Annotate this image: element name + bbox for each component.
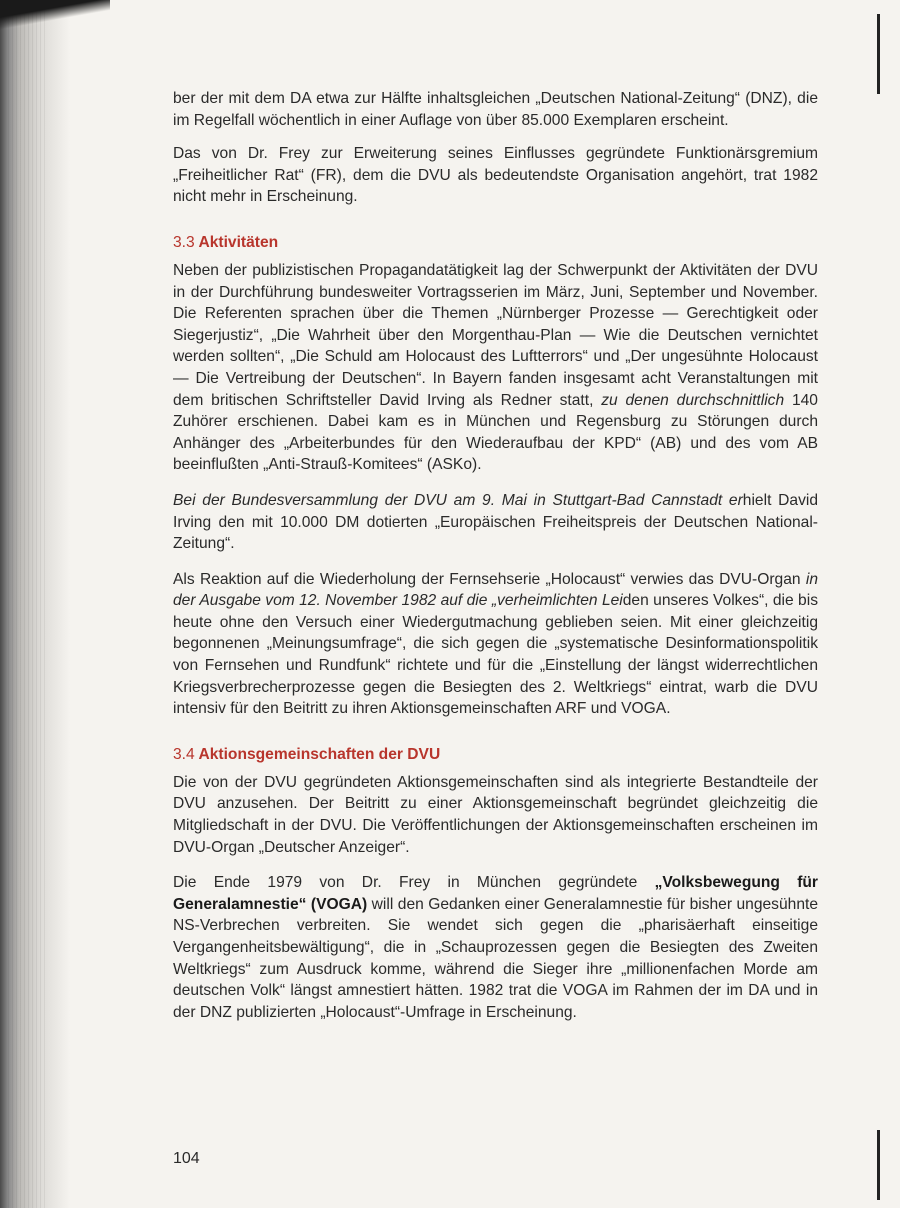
right-page-edge <box>872 0 900 1208</box>
intro-paragraph-2: Das von Dr. Frey zur Erweiterung seines Einflusses gegründete Funktionärsgremium „Freiheitlicher Rat“ (FR), dem die DVU als bedeutendste Organisation angehört, trat 1982 nicht mehr in Erscheinung. <box>173 145 818 206</box>
section-heading-aktivitaeten <box>173 232 818 254</box>
section-title: Aktivitäten <box>198 233 279 251</box>
page-edge-lines <box>8 0 48 1208</box>
page-content <box>173 88 818 1037</box>
page-number: 104 <box>173 1150 200 1167</box>
aktivitaeten-paragraph-3: Als Reaktion auf die Wiederholung der Fernsehserie „Holocaust“ verwies das DVU-Organ in der Ausgabe vom 12. November 1982 auf die „verheimlichten Leiden unseres Volkes“, die bis heute ohne den Versuch einer Wiedergutmachung geblieben seien. Mit einer gleichzeitig begonnenen „Meinungsumfrage“, die sich gegen die „systematische Desinformationspolitik von Fernsehen und Rundfunk“ richtete und für die „Einstellung der längst widerrechtlichen Kriegsverbrecherprozesse gegen die Besiegten des 2. Weltkriegs“ eintrat, warb die DVU intensiv für den Beitritt zu ihren Aktionsgemeinschaften ARF und VOGA. <box>173 570 818 718</box>
aktionsgemeinschaften-paragraph-1: Die von der DVU gegründeten Aktionsgemeinschaften sind als integrierte Bestandteile der DVU anzusehen. Der Beitritt zu einer Aktionsgemeinschaft begründet gleichzeitig die Mitgliedschaft in der DVU. Die Veröffentlichungen der Aktionsgemeinschaften erscheinen im DVU-Organ „Deutscher Anzeiger“. <box>173 773 818 856</box>
section-number: 3.3 <box>173 233 195 251</box>
aktionsgemeinschaften-paragraph-2: Die Ende 1979 von Dr. Frey in München gegründete „Volksbewegung für Generalamnestie“ (VOGA) will den Gedanken einer Generalamnestie für bisher ungesühnte NS-Verbrechen verbreiten. Sie wendet sich gegen die „pharisäerhaft einseitige Vergangenheitsbewältigung“, die in „Schauprozessen gegen die Besiegten des Zweiten Weltkriegs“ zum Ausdruck komme, während die Sieger ihre „millionenfachen Morde am deutschen Volk“ längst amnestiert hätten. 1982 trat die VOGA im Rahmen der im DA und in der DNZ publizierten „Holocaust“-Umfrage in Erscheinung. <box>173 874 818 1021</box>
aktivitaeten-paragraph-2: Bei der Bundesversammlung der DVU am 9. Mai in Stuttgart-Bad Cannstadt erhielt David Irving den mit 10.000 DM dotierten „Europäischen Freiheitspreis der Deutschen National-Zeitung“. <box>173 491 818 553</box>
scan-corner-shadow <box>0 0 110 30</box>
section-number: 3.4 <box>173 745 195 763</box>
section-heading-aktionsgemeinschaften <box>173 744 818 766</box>
aktivitaeten-paragraph-1: Neben der publizistischen Propagandatätigkeit lag der Schwerpunkt der Aktivitäten der DVU in der Durchführung bundesweiter Vortragsserien im März, Juni, September und November. Die Referenten sprachen über die Themen „Nürnberger Prozesse — Gerechtigkeit oder Siegerjustiz“, „Die Wahrheit über den Morgenthau-Plan — Wie die Deutschen vernichtet werden sollten“, „Die Schuld am Holocaust des Luftterrors“ und „Der ungesühnte Holocaust — Die Vertreibung der Deutschen“. In Bayern fanden insgesamt acht Veranstaltungen mit dem britischen Schriftsteller David Irving als Redner statt, zu denen durchschnittlich 140 Zuhörer erschienen. Dabei kam es in München und Regensburg zu Störungen durch Anhänger des „Arbeiterbundes für den Wiederaufbau der KPD“ (AB) und des vom AB beeinflußten „Anti-Strauß-Komitees“ (ASKo). <box>173 261 818 474</box>
intro-paragraph-1: ber der mit dem DA etwa zur Hälfte inhaltsgleichen „Deutschen National-Zeitung“ (DNZ), die im Regelfall wöchentlich in einer Auflage von über 85.000 Exemplaren erscheint. <box>173 90 818 129</box>
section-title: Aktionsgemeinschaften der DVU <box>198 745 441 763</box>
